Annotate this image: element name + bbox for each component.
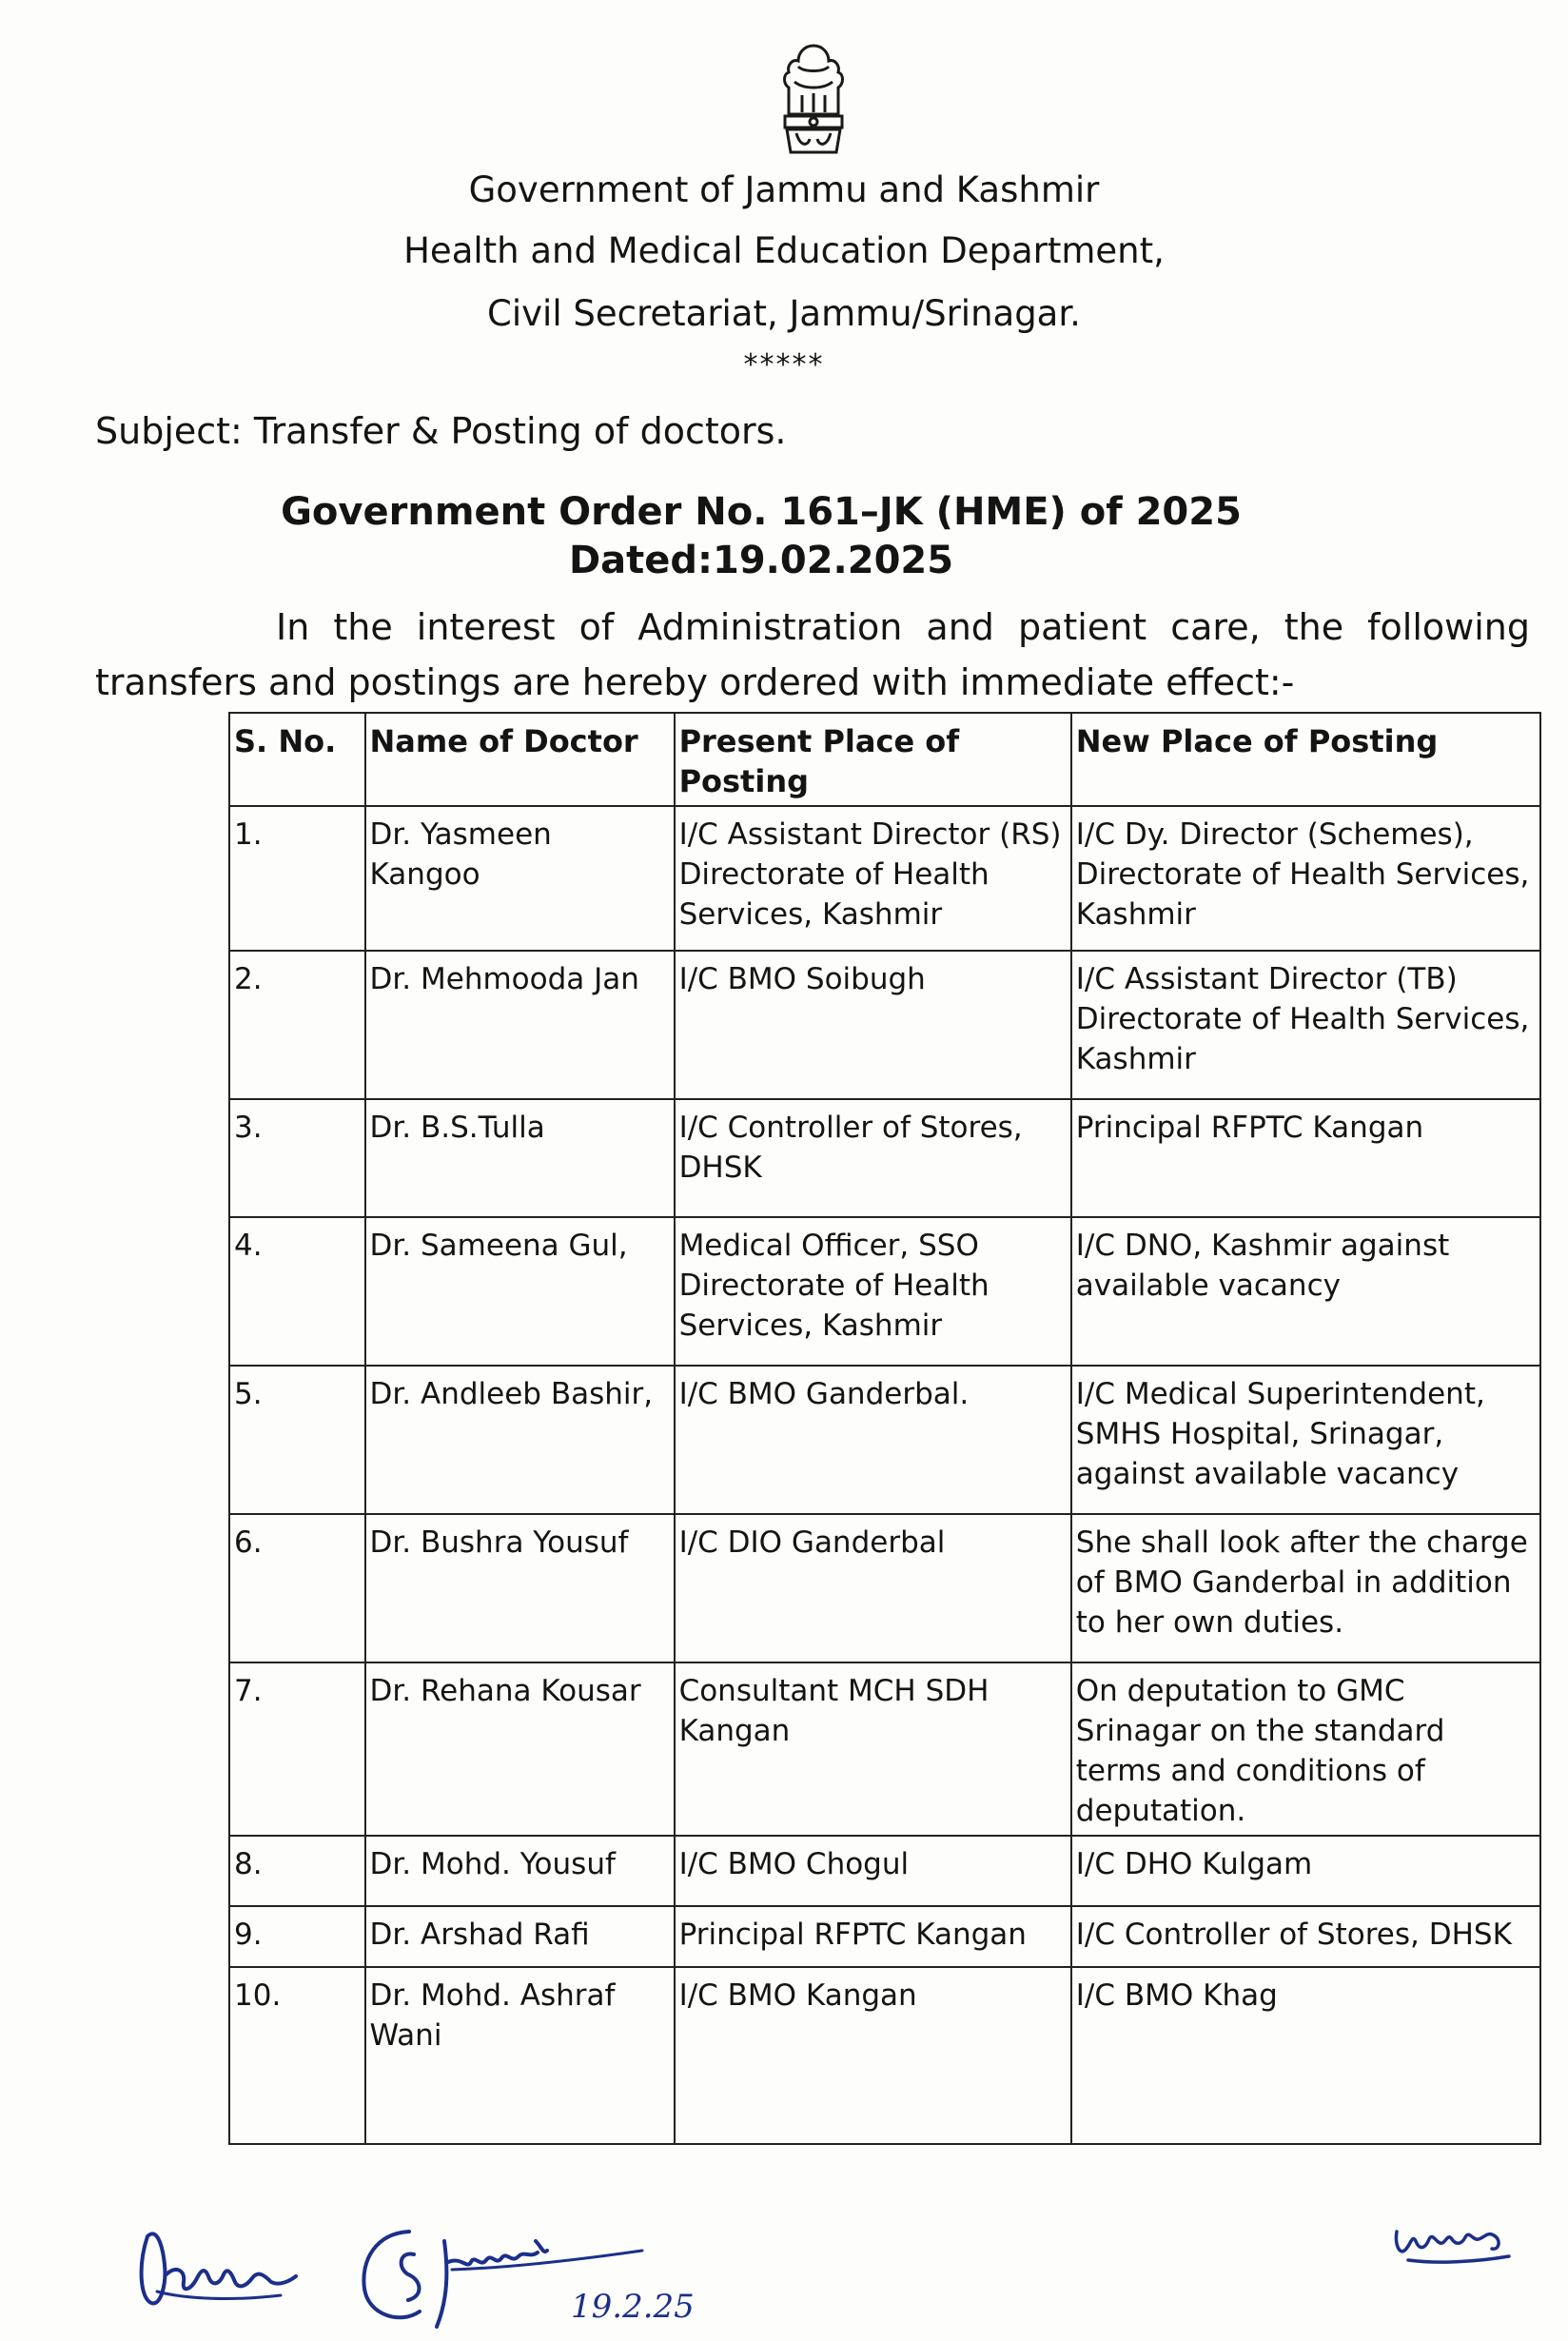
handwritten-date: 19.2.25 [571, 2288, 695, 2326]
transfer-table [228, 712, 1541, 2145]
row-sno: 8. [229, 1836, 365, 1906]
table-row [229, 1514, 1540, 1662]
row-doctor-name: Dr. Sameena Gul, [365, 1217, 675, 1366]
table-body [229, 806, 1540, 2144]
department-title: Health and Medical Education Department, [403, 230, 1165, 271]
government-title: Government of Jammu and Kashmir [468, 169, 1100, 210]
intro-paragraph [95, 600, 1530, 710]
row-present-posting: Medical Officer, SSO Directorate of Health Services, Kashmir [675, 1217, 1071, 1366]
row-present-posting: I/C BMO Ganderbal. [675, 1366, 1071, 1514]
row-new-posting: I/C DNO, Kashmir against available vacancy [1071, 1217, 1540, 1366]
row-sno: 2. [229, 951, 365, 1099]
row-new-posting: I/C Dy. Director (Schemes), Directorate of Health Services, Kashmir [1071, 806, 1540, 951]
row-sno: 6. [229, 1514, 365, 1662]
row-doctor-name: Dr. Bushra Yousuf [365, 1514, 675, 1662]
header-sno: S. No. [229, 713, 365, 806]
row-sno: 3. [229, 1099, 365, 1217]
row-present-posting: I/C DIO Ganderbal [675, 1514, 1071, 1662]
row-doctor-name: Dr. Mohd. Yousuf [365, 1836, 675, 1906]
row-doctor-name: Dr. Mehmooda Jan [365, 951, 675, 1099]
row-present-posting: Principal RFPTC Kangan [675, 1906, 1071, 1967]
table-row [229, 1366, 1540, 1514]
header-present-posting: Present Place of Posting [675, 713, 1071, 806]
table-header-row [229, 713, 1540, 806]
row-doctor-name: Dr. Andleeb Bashir, [365, 1366, 675, 1514]
secretariat-address: Civil Secretariat, Jammu/Srinagar. [487, 293, 1081, 334]
row-sno: 10. [229, 1967, 365, 2144]
row-present-posting: I/C BMO Chogul [675, 1836, 1071, 1906]
row-present-posting: Consultant MCH SDH Kangan [675, 1662, 1071, 1836]
subject-line: Subject: Transfer & Posting of doctors. [95, 410, 787, 452]
signature-2 [357, 2213, 718, 2341]
signature-1 [128, 2208, 309, 2322]
row-new-posting: I/C Controller of Stores, DHSK [1071, 1906, 1540, 1967]
row-doctor-name: Dr. Mohd. Ashraf Wani [365, 1967, 675, 2144]
row-present-posting: I/C Controller of Stores, DHSK [675, 1099, 1071, 1217]
header-name: Name of Doctor [365, 713, 675, 806]
row-new-posting: I/C Medical Superintendent, SMHS Hospital, Srinagar, against available vacancy [1071, 1366, 1540, 1514]
separator-stars: ***** [743, 348, 825, 382]
order-date: Dated:19.02.2025 [568, 539, 954, 582]
table-row [229, 1099, 1540, 1217]
table-row [229, 1967, 1540, 2144]
row-sno: 9. [229, 1906, 365, 1967]
row-sno: 4. [229, 1217, 365, 1366]
row-sno: 5. [229, 1366, 365, 1514]
row-present-posting: I/C Assistant Director (RS) Directorate of Health Services, Kashmir [675, 806, 1071, 951]
table-row [229, 951, 1540, 1099]
row-present-posting: I/C BMO Soibugh [675, 951, 1071, 1099]
table-row [229, 1836, 1540, 1906]
intro-line-2: transfers and postings are hereby ordered with immediate effect:- [95, 661, 1295, 703]
row-sno: 7. [229, 1662, 365, 1836]
intro-line-1: In the interest of Administration and patient care, the following [276, 606, 1530, 648]
row-new-posting: I/C BMO Khag [1071, 1967, 1540, 2144]
row-new-posting: On deputation to GMC Srinagar on the standard terms and conditions of deputation. [1071, 1662, 1540, 1836]
row-new-posting: She shall look after the charge of BMO Ganderbal in addition to her own duties. [1071, 1514, 1540, 1662]
row-new-posting: Principal RFPTC Kangan [1071, 1099, 1540, 1217]
table-row [229, 806, 1540, 951]
signature-3 [1389, 2213, 1522, 2279]
row-new-posting: I/C Assistant Director (TB) Directorate of Health Services, Kashmir [1071, 951, 1540, 1099]
header-new-posting: New Place of Posting [1071, 713, 1540, 806]
row-doctor-name: Dr. Arshad Rafi [365, 1906, 675, 1967]
row-doctor-name: Dr. B.S.Tulla [365, 1099, 675, 1217]
row-present-posting: I/C BMO Kangan [675, 1967, 1071, 2144]
table-row [229, 1217, 1540, 1366]
order-number: Government Order No. 161–JK (HME) of 2025 [281, 490, 1242, 534]
row-sno: 1. [229, 806, 365, 951]
row-doctor-name: Dr. Rehana Kousar [365, 1662, 675, 1836]
row-new-posting: I/C DHO Kulgam [1071, 1836, 1540, 1906]
table-row [229, 1906, 1540, 1967]
row-doctor-name: Dr. Yasmeen Kangoo [365, 806, 675, 951]
state-emblem-icon [766, 38, 861, 162]
table-row [229, 1662, 1540, 1836]
